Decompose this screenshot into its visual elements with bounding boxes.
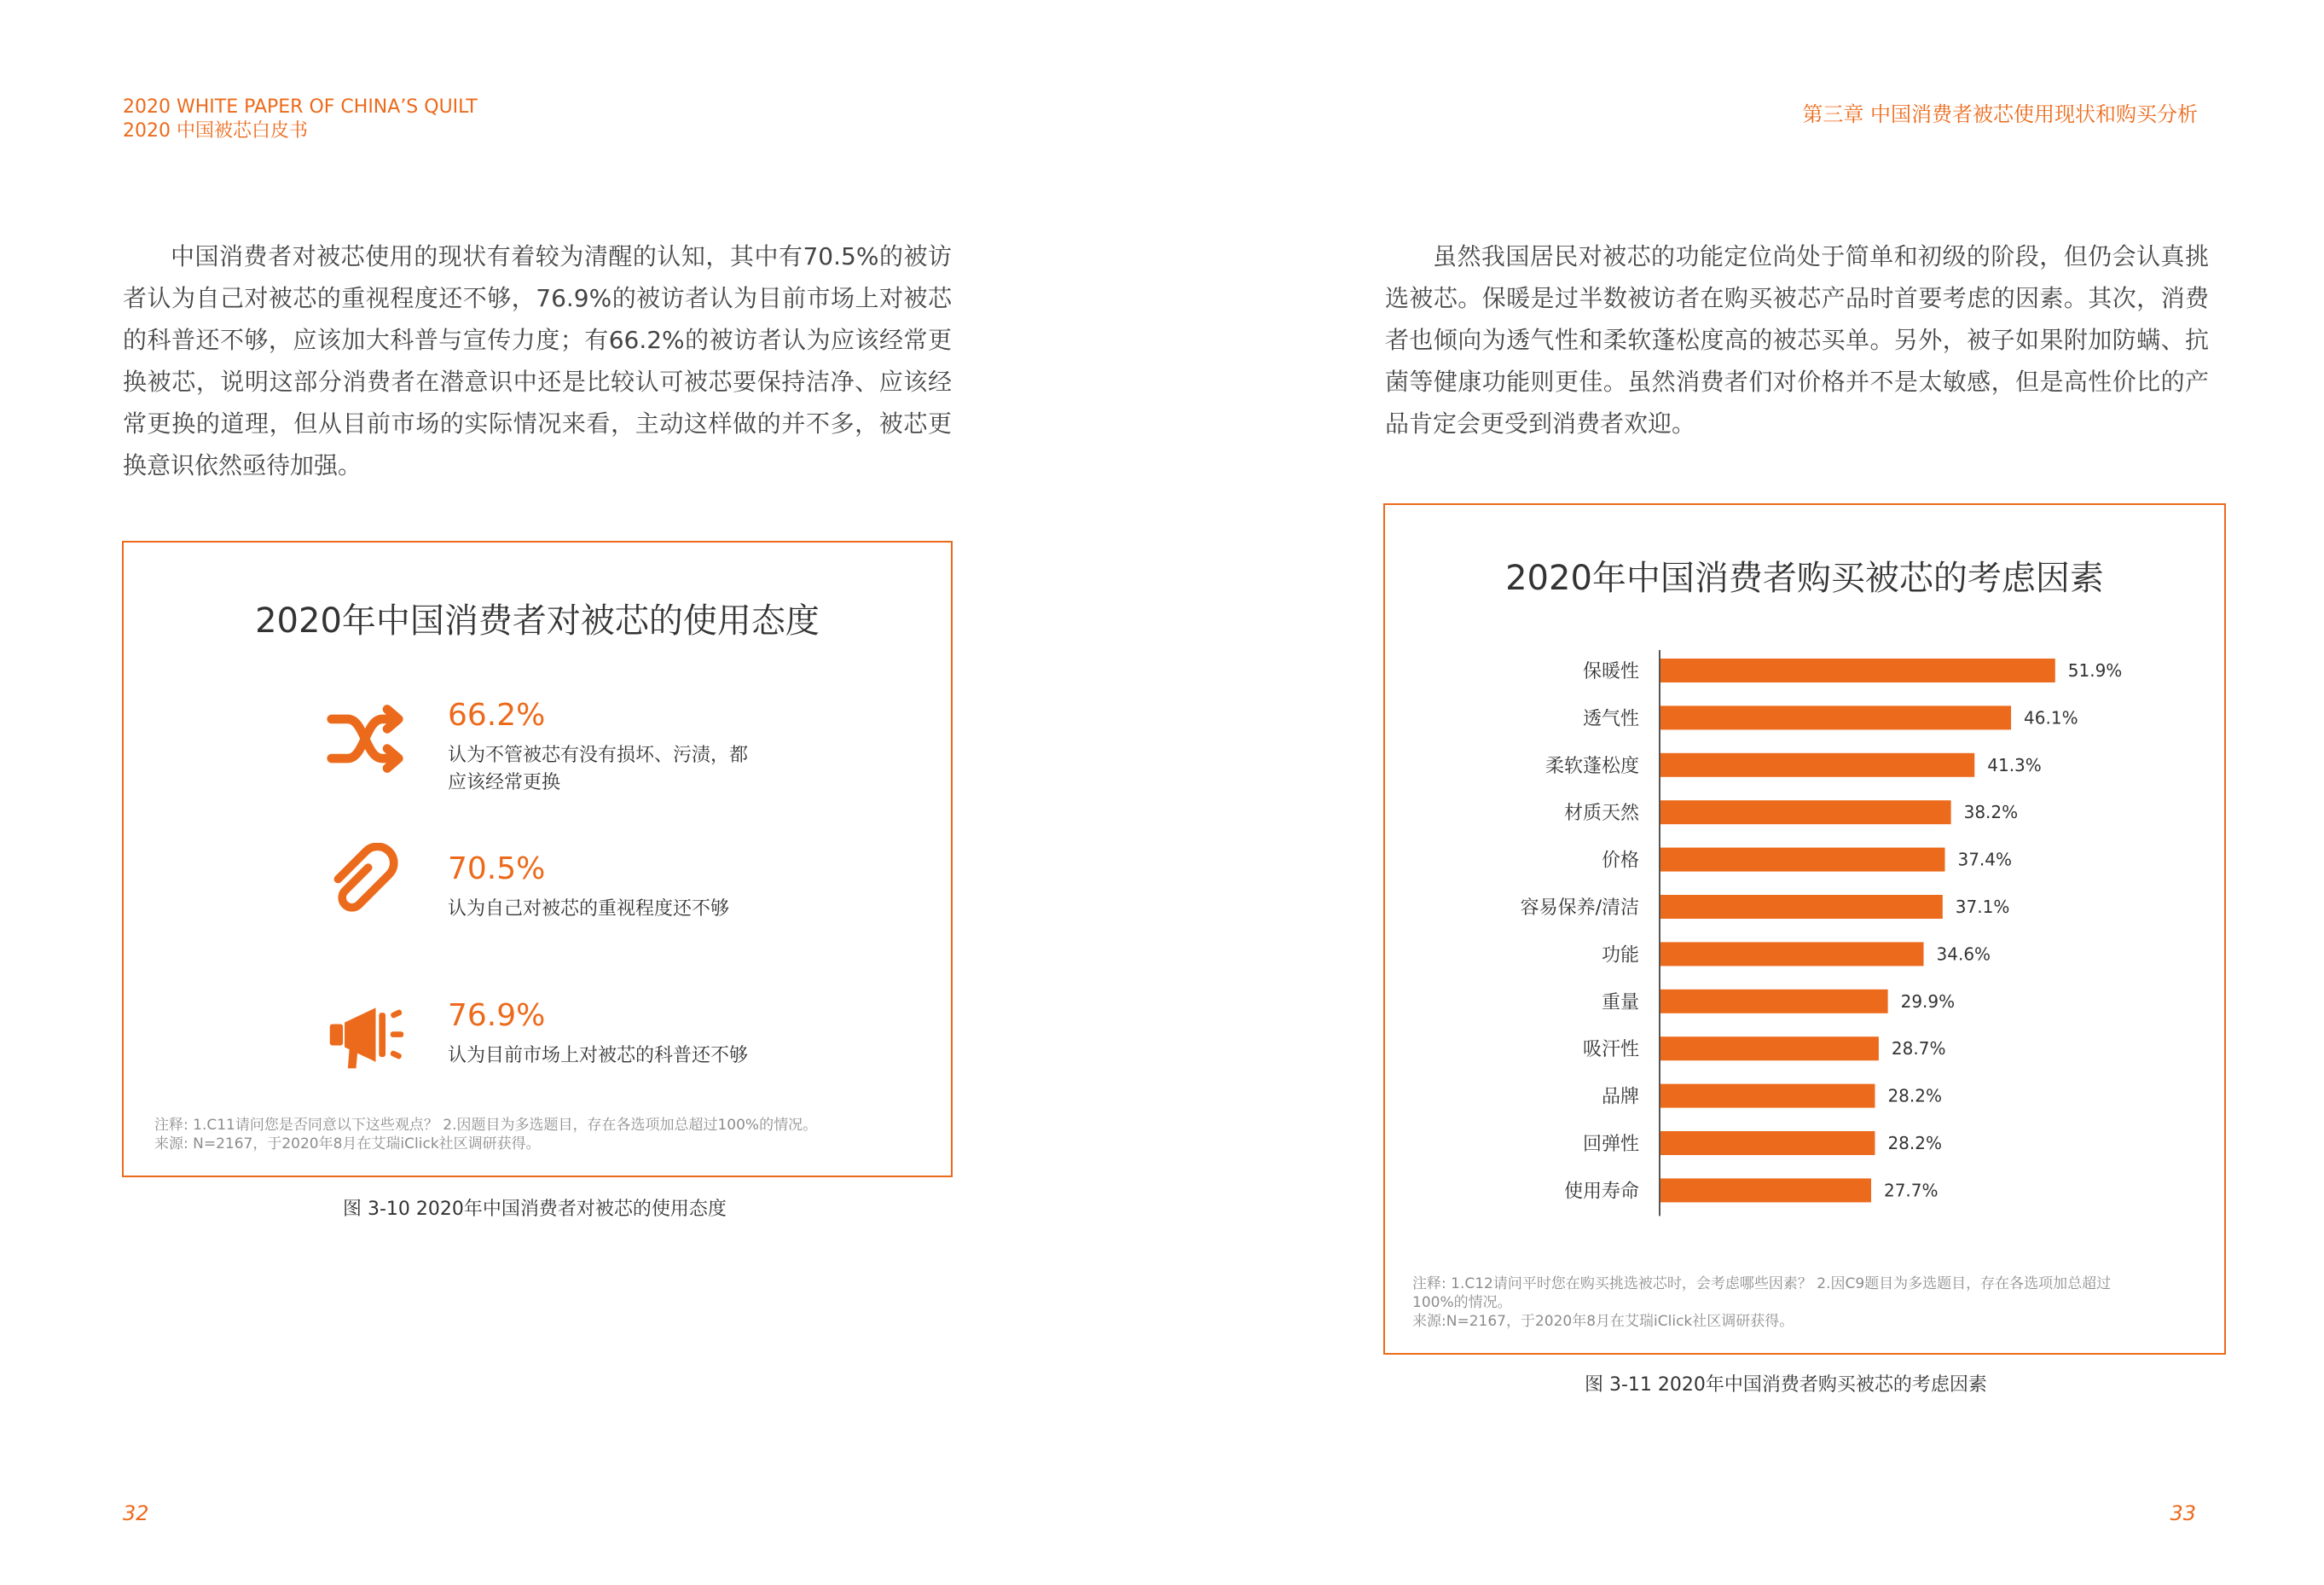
data-label: 28.7% (1891, 1038, 1946, 1060)
attitude-item (124, 998, 951, 1100)
chart-title: 2020年中国消费者购买被芯的考虑因素 (1505, 559, 2104, 598)
category-label: 材质天然 (1563, 803, 1639, 825)
data-label: 37.1% (1955, 897, 2010, 917)
data-label: 29.9% (1900, 990, 1956, 1012)
bar (1660, 753, 1974, 777)
data-label: 41.3% (1987, 754, 2042, 775)
category-label: 功能 (1601, 944, 1639, 967)
right-paragraph: 虽然我国居民对被芯的功能定位尚处于简单和初级的阶段，但仍会认真挑选被芯。保暖是过半数被访者在购买被芯产品时首要考虑的因素。其次，消费者也倾向为透气性和柔软蓬松度高的被芯买单。另外，被子如果附加防螨、抗菌等健康功能则更佳。虽然消费者们对价格并不是太敏感，但是高性价比的产品肯定会更受到消费者欢迎。 (1385, 242, 2209, 438)
attitude-description-line: 应该经常更换 (448, 772, 561, 793)
purchase-factors-chart (1385, 650, 2224, 1298)
data-label: 28.2% (1887, 1133, 1942, 1153)
figure-caption-3-11: 图 3-11 2020年中国消费者购买被芯的考虑因素 (1585, 1374, 1987, 1396)
category-label: 保暖性 (1582, 661, 1639, 682)
category-label: 吸汗性 (1582, 1039, 1639, 1061)
bar (1660, 1178, 1871, 1202)
category-label: 容易保养/清洁 (1520, 897, 1639, 919)
category-label: 品牌 (1601, 1086, 1639, 1108)
paperclip-icon (325, 843, 407, 925)
note-line: 来源:N=2167，于2020年8月在艾瑞iClick社区调研获得。 (1412, 1313, 1794, 1330)
page-number-right: 33 (2170, 1501, 2196, 1525)
shuffle-icon (325, 698, 407, 780)
data-label: 46.1% (2024, 707, 2078, 729)
note-line: 注释: 1.C12请问平时您在购买挑选被芯时，会考虑哪些因素？ 2.因C9题目为多选题目，存在各选项加总超过 (1412, 1275, 2112, 1292)
bar (1660, 848, 1944, 872)
bar (1660, 1084, 1875, 1108)
category-label: 使用寿命 (1563, 1181, 1639, 1203)
bar (1660, 1131, 1875, 1155)
attitude-figure-title: 2020年中国消费者对被芯的使用态度 (255, 601, 820, 641)
data-label: 51.9% (2067, 660, 2123, 681)
bar (1660, 895, 1943, 919)
attitude-item (124, 851, 951, 954)
attitude-percent: 76.9% (448, 998, 546, 1033)
bar (1660, 1036, 1879, 1060)
header-left (123, 96, 478, 143)
attitude-figure (122, 541, 953, 1177)
chapter-title: 第三章 中国消费者被芯使用现状和购买分析 (1802, 102, 2198, 126)
attitude-figure-note (154, 1116, 817, 1153)
header-title-cn: 2020 中国被芯白皮书 (123, 120, 308, 142)
data-label: 27.7% (1883, 1180, 1939, 1201)
data-label: 34.6% (1936, 943, 1991, 965)
chart-note (1412, 1274, 2111, 1331)
data-label: 28.2% (1887, 1085, 1942, 1106)
attitude-percent: 70.5% (448, 851, 546, 886)
category-label: 价格 (1601, 850, 1639, 872)
attitude-item (124, 698, 951, 800)
bar (1660, 659, 2055, 682)
attitude-description (448, 1042, 823, 1070)
category-label: 柔软蓬松度 (1545, 755, 1639, 777)
attitude-description (448, 896, 823, 923)
left-paragraph: 中国消费者对被芯使用的现状有着较为清醒的认知，其中有70.5%的被访者认为自己对被芯的重视程度还不够，76.9%的被访者认为目前市场上对被芯的科普还不够，应该加大科普与宣传力度；有66.2%的被访者认为应该经常更换被芯，说明这部分消费者在潜意识中还是比较认可被芯要保持洁净、应该经常更换的道理，但从目前市场的实际情况来看，主动这样做的并不多，被芯更换意识依然亟待加强。 (123, 242, 952, 479)
note-line: 100%的情况。 (1412, 1294, 1512, 1311)
bar (1660, 705, 2011, 729)
bar (1660, 800, 1951, 824)
attitude-description-line: 认为自己对被芯的重视程度还不够 (448, 898, 730, 920)
header-title-en: 2020 WHITE PAPER OF CHINA’S QUILT (123, 96, 478, 118)
megaphone-icon (325, 995, 407, 1077)
note-line: 来源: N=2167，于2020年8月在艾瑞iClick社区调研获得。 (154, 1135, 541, 1152)
attitude-description-line: 认为不管被芯有没有损坏、污渍，都 (448, 745, 749, 766)
category-label: 回弹性 (1582, 1134, 1639, 1155)
bar (1660, 990, 1888, 1013)
data-label: 37.4% (1957, 849, 2013, 870)
attitude-description (448, 742, 823, 797)
page-number-left: 32 (123, 1501, 149, 1525)
note-line: 注释: 1.C11请问您是否同意以下这些观点？ 2.因题目为多选题目，存在各选项加总超过100%的情况。 (154, 1117, 818, 1134)
attitude-percent: 66.2% (448, 698, 546, 733)
purchase-factors-figure (1383, 503, 2226, 1355)
category-label: 重量 (1601, 991, 1639, 1013)
bar (1660, 942, 1924, 966)
attitude-description-line: 认为目前市场上对被芯的科普还不够 (448, 1045, 749, 1066)
category-label: 透气性 (1582, 708, 1639, 730)
figure-caption-3-10: 图 3-10 2020年中国消费者对被芯的使用态度 (343, 1199, 727, 1220)
data-label: 38.2% (1963, 802, 2019, 823)
